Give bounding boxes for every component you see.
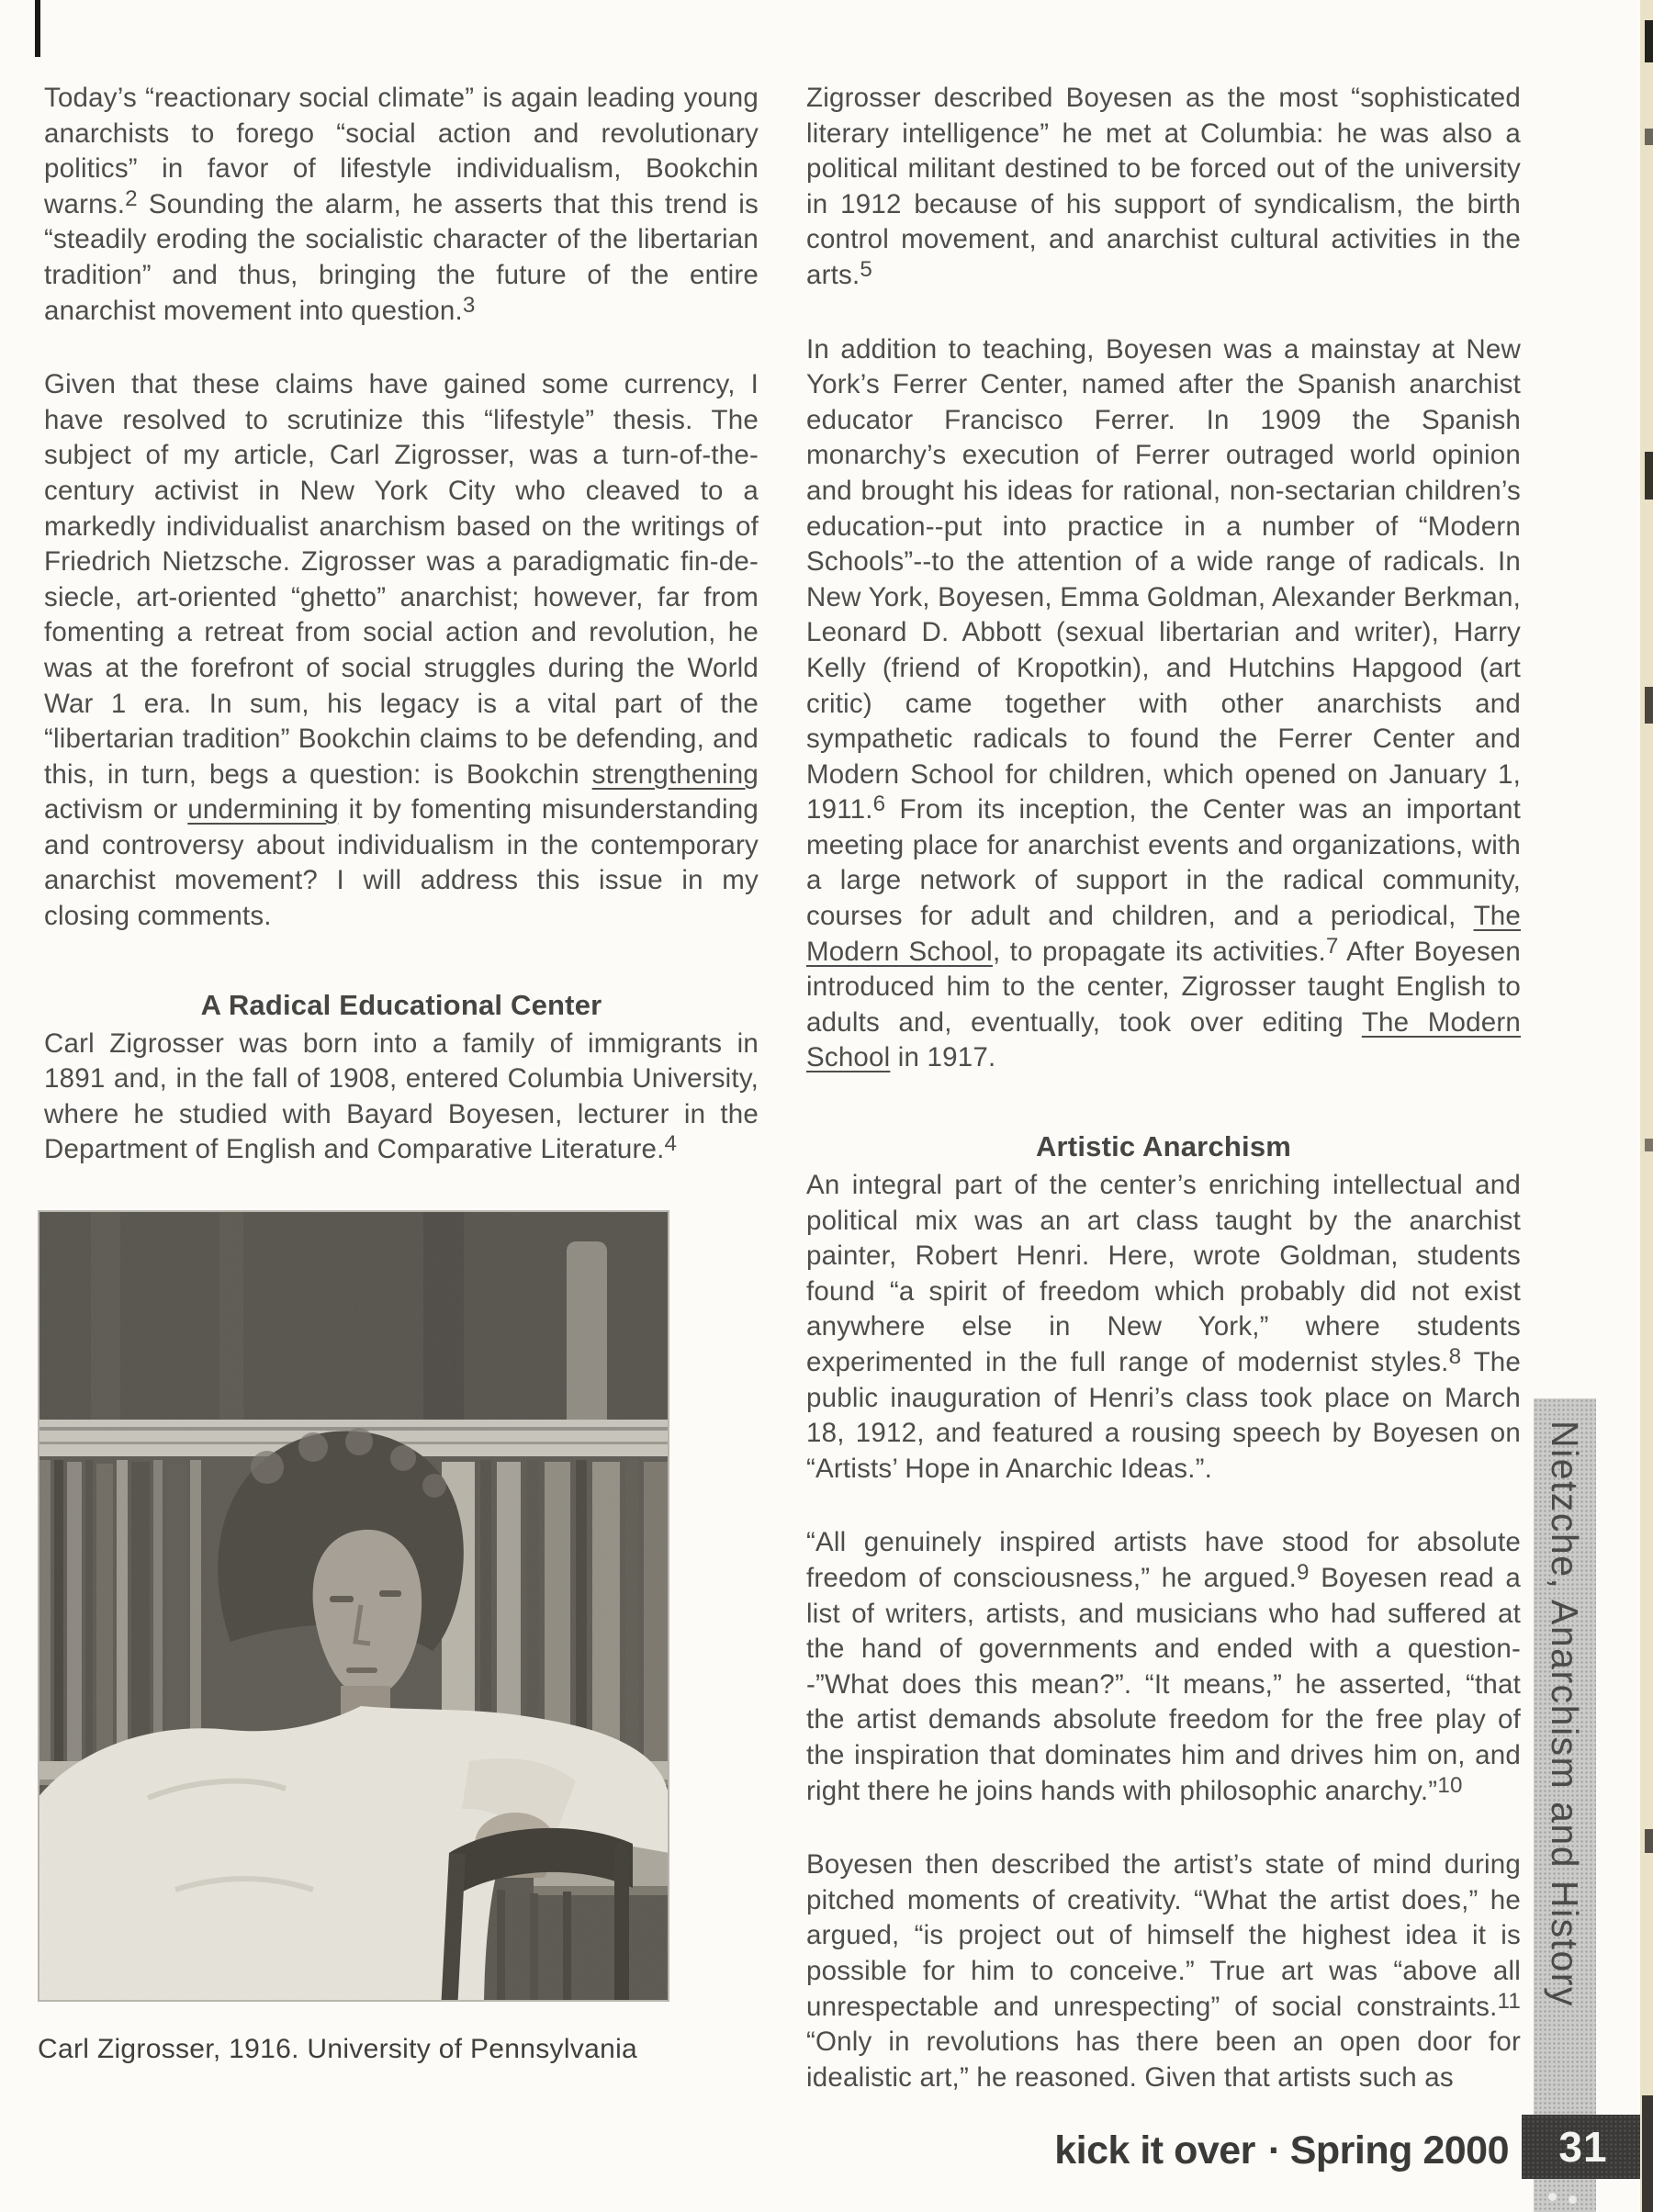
scan-edge-mark	[1645, 129, 1653, 145]
paragraph: Boyesen then described the artist’s state of mind during pitched moments of creativity. “What the artist does,” he argued, “is project out of himself the highest idea it is possible for him to conceive.” True art was “above all unrespectable and unrespecting” of social constraints.$^{11}$ “Only in revolutions has there been an open door for idealistic art,” he reasoned. Given that artists such as	[806, 1849, 1521, 2093]
right-column	[806, 81, 1521, 2134]
journal-footer	[1054, 2128, 1509, 2173]
issue-label: Spring 2000	[1289, 2128, 1509, 2173]
paragraph: “All genuinely inspired artists have stood for absolute freedom of consciousness,” he argued.$^9$ Boyesen read a list of writers, artists, and musicians who had suffered at the hand of governments and ended with a question--”What does this mean?”. “It means,” he asserted, “that the artist demands absolute freedom for the free play of the inspiration that dominates him and drives him on, and right there he joins hands with philosophic anarchy.”$^{10}$	[806, 1527, 1522, 1806]
paragraph: Zigrosser described Boyesen as the most “sophisticated literary intelligence” he met at Columbia: he was also a political militant destined to be forced out of the university in 1912 because of his support of syndicalism, the birth control movement, and anarchist cultural activities in the arts.$^5$	[806, 83, 1521, 290]
paragraph: In addition to teaching, Boyesen was a mainstay at New York’s Ferrer Center, named after the Spanish anarchist educator Francisco Ferrer. In 1909 the Spanish monarchy’s execution of Ferrer outraged world opinion and brought his ideas for rational, non-sectarian children’s education--put into practice in a number of “Modern Schools”--to the attention of a wide range of radicals. In New York, Boyesen, Emma Goldman, Alexander Berkman, Leonard D. Abbott (sexual libertarian and writer), Harry Kelly (friend of Kropotkin), and Hutchins Hapgood (art critic) came together with other anarchists and sympathetic radicals to found the Ferrer Center and Modern School for children, which opened on January 1, 1911.$^6$ From its inception, the Center was an important meeting place for anarchist events and organizations, with a large network of support in the radical community, courses for adult and children, and a periodical, The Modern School, to propagate its activities.$^7$ After Boyesen introduced him to the center, Zigrosser taught English to adults and, eventually, took over editing The Modern School in 1917.	[806, 333, 1521, 1073]
page-number-badge	[1522, 2115, 1645, 2179]
scan-speckle	[1569, 2195, 1577, 2204]
scan-edge-mark	[1642, 2095, 1653, 2212]
scan-edge-mark	[1645, 20, 1653, 62]
scan-speckle	[1548, 2193, 1557, 2201]
portrait-photo-art	[38, 1210, 669, 2002]
paragraph: An integral part of the center’s enriching intellectual and political mix was an art class taught by the anarchist painter, Robert Henri. Here, wrote Goldman, students found “a spirit of freedom which probably did not exist anywhere else in New York,” where students experimented in the full range of modernist styles.$^8$ The public inauguration of Henri’s class took place on March 18, 1912, and featured a rousing speech by Boyesen on “Artists’ Hope in Anarchic Ideas.”.	[806, 1170, 1521, 1484]
photo-caption: Carl Zigrosser, 1916. University of Pennsylvania	[38, 2034, 638, 2065]
scan-page-edge	[1640, 0, 1653, 2212]
section-heading-radical-educational-center: A Radical Educational Center	[200, 988, 602, 1021]
scan-edge-mark	[1645, 1139, 1653, 1151]
left-column	[38, 81, 759, 2066]
sidebar-vertical-title: Nietzche, Anarchism and History	[1544, 1420, 1586, 2007]
scan-edge-mark	[1645, 1829, 1653, 1853]
paragraph: Today’s “reactionary social climate” is again leading young anarchists to forego “social action and revolutionary politics” in favor of lifestyle individualism, Bookchin warns.$^2$ Sounding the alarm, he asserts that this trend is “steadily eroding the socialistic character of the libertarian tradition” and thus, bringing the future of the entire anarchist movement into question.$^3$	[44, 83, 759, 326]
paragraph: Given that these claims have gained some currency, I have resolved to scrutinize this “lifestyle” thesis. The subject of my article, Carl Zigrosser, was a turn-of-the-century activist in New York City who cleaved to a markedly individualist anarchism based on the writings of Friedrich Nietzsche. Zigrosser was a paradigmatic fin-de-siecle, art-oriented “ghetto” anarchist; however, far from fomenting a retreat from social action and revolution, he was at the forefront of social struggles during the World War 1 era. In sum, his legacy is a vital part of the “libertarian tradition” Bookchin claims to be defending, and this, in turn, begs a question: is Bookchin strengthening activism or undermining it by fomenting misunderstanding and controversy about individualism in the contemporary anarchist movement? I will address this issue in my closing comments.	[44, 369, 759, 932]
section-sidebar-bar	[1534, 1398, 1596, 2212]
journal-name: kick it over	[1054, 2128, 1255, 2173]
portrait-photo-carl-zigrosser	[38, 1210, 669, 2066]
section-heading-artistic-anarchism: Artistic Anarchism	[1035, 1130, 1292, 1163]
scan-edge-mark	[1645, 687, 1653, 724]
page-number: 31	[1558, 2123, 1608, 2171]
paragraph: Carl Zigrosser was born into a family of immigrants in 1891 and, in the fall of 1908, entered Columbia University, where he studied with Bayard Boyesen, lecturer in the Department of English and Comparative Literature.$^4$	[44, 1027, 759, 1165]
scan-corner-mark	[35, 0, 40, 57]
footer-separator-dot: ·	[1267, 2128, 1281, 2173]
scan-edge-mark	[1645, 452, 1653, 500]
